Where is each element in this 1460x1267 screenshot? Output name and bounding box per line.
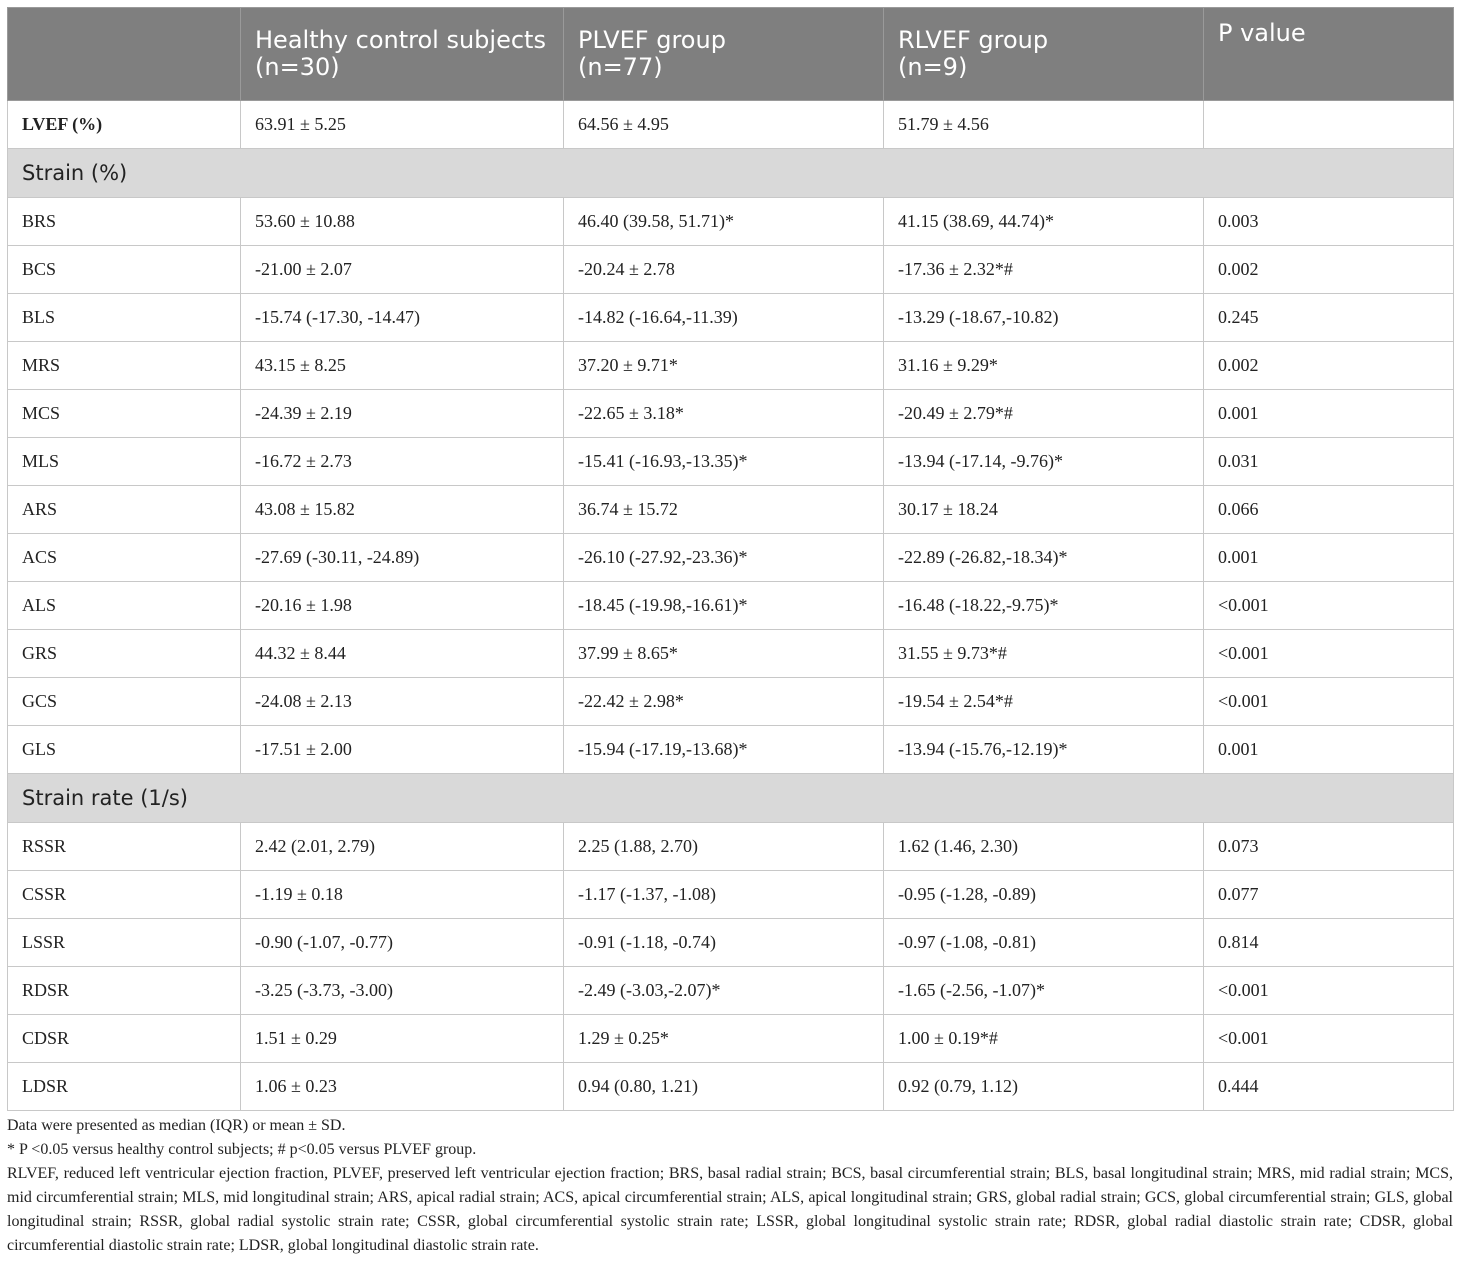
cell-label: GRS — [8, 630, 241, 678]
header-plvef-line2: (n=77) — [578, 53, 663, 81]
strain-table — [7, 7, 1454, 1111]
cell-label: GCS — [8, 678, 241, 726]
cell-rlvef: -19.54 ± 2.54*# — [884, 678, 1204, 726]
cell-pvalue: 0.066 — [1204, 486, 1454, 534]
cell-healthy: -24.39 ± 2.19 — [241, 390, 564, 438]
cell-healthy: 43.15 ± 8.25 — [241, 342, 564, 390]
cell-lvef-pvalue — [1204, 101, 1454, 149]
section-row-strain — [8, 149, 1454, 198]
table-row — [8, 1063, 1454, 1111]
header-cell-rlvef — [884, 8, 1204, 101]
header-cell-pvalue — [1204, 8, 1454, 101]
cell-plvef: -20.24 ± 2.78 — [564, 246, 884, 294]
table-row — [8, 967, 1454, 1015]
header-healthy-line2: (n=30) — [255, 53, 340, 81]
footnote-significance: * P <0.05 versus healthy control subjects; # p<0.05 versus PLVEF group. — [7, 1141, 477, 1158]
cell-rlvef: 31.55 ± 9.73*# — [884, 630, 1204, 678]
table-row — [8, 342, 1454, 390]
cell-pvalue: 0.002 — [1204, 342, 1454, 390]
table-row — [8, 198, 1454, 246]
cell-rlvef: 30.17 ± 18.24 — [884, 486, 1204, 534]
cell-healthy: -27.69 (-30.11, -24.89) — [241, 534, 564, 582]
cell-healthy: 44.32 ± 8.44 — [241, 630, 564, 678]
cell-rlvef: -16.48 (-18.22,-9.75)* — [884, 582, 1204, 630]
table-row — [8, 390, 1454, 438]
cell-pvalue: 0.001 — [1204, 390, 1454, 438]
cell-label: BLS — [8, 294, 241, 342]
cell-rlvef: -13.94 (-17.14, -9.76)* — [884, 438, 1204, 486]
header-row — [8, 8, 1454, 101]
cell-pvalue: 0.001 — [1204, 534, 1454, 582]
section-label-strain: Strain (%) — [8, 149, 1454, 198]
cell-rlvef: 31.16 ± 9.29* — [884, 342, 1204, 390]
cell-healthy: 1.06 ± 0.23 — [241, 1063, 564, 1111]
cell-healthy: -17.51 ± 2.00 — [241, 726, 564, 774]
cell-pvalue: 0.003 — [1204, 198, 1454, 246]
cell-pvalue: 0.077 — [1204, 871, 1454, 919]
cell-healthy: -3.25 (-3.73, -3.00) — [241, 967, 564, 1015]
table-row — [8, 871, 1454, 919]
cell-healthy: 53.60 ± 10.88 — [241, 198, 564, 246]
cell-lvef-rlvef: 51.79 ± 4.56 — [884, 101, 1204, 149]
cell-label: MLS — [8, 438, 241, 486]
cell-rlvef: 0.92 (0.79, 1.12) — [884, 1063, 1204, 1111]
cell-plvef: -22.65 ± 3.18* — [564, 390, 884, 438]
table-row — [8, 438, 1454, 486]
cell-rlvef: -0.97 (-1.08, -0.81) — [884, 919, 1204, 967]
cell-rlvef: -0.95 (-1.28, -0.89) — [884, 871, 1204, 919]
table-footnotes — [7, 1114, 1453, 1258]
header-pvalue: P value — [1218, 19, 1306, 47]
header-cell-plvef — [564, 8, 884, 101]
footnote-abbreviations: RLVEF, reduced left ventricular ejection fraction, PLVEF, preserved left ventricular ejection fraction; BRS, basal radial strain; BCS, basal circumferential strain; BLS, basal longitudinal strain; MRS, mid radial strain; MCS, mid circumferential strain; MLS, mid longitudinal strain; ARS, apical radial strain; ACS, apical circumferential strain; ALS, apical longitudinal strain; GRS, global radial strain; GCS, global circumferential strain; GLS, global longitudinal strain; RSSR, global radial systolic strain rate; CSSR, global circumferential systolic strain rate; LSSR, global longitudinal systolic strain rate; RDSR, global radial diastolic strain rate; CDSR, global circumferential diastolic strain rate; LDSR, global longitudinal diastolic strain rate. — [7, 1165, 1453, 1254]
cell-plvef: 37.99 ± 8.65* — [564, 630, 884, 678]
cell-pvalue: 0.031 — [1204, 438, 1454, 486]
cell-rlvef: -13.29 (-18.67,-10.82) — [884, 294, 1204, 342]
table-row-lvef — [8, 101, 1454, 149]
cell-label: ACS — [8, 534, 241, 582]
table-row — [8, 486, 1454, 534]
cell-plvef: -1.17 (-1.37, -1.08) — [564, 871, 884, 919]
cell-healthy: -21.00 ± 2.07 — [241, 246, 564, 294]
cell-plvef: 2.25 (1.88, 2.70) — [564, 823, 884, 871]
cell-plvef: 1.29 ± 0.25* — [564, 1015, 884, 1063]
cell-lvef-label: LVEF (%) — [8, 101, 241, 149]
cell-pvalue: <0.001 — [1204, 582, 1454, 630]
header-plvef-line1: PLVEF group — [578, 26, 726, 54]
cell-plvef: -0.91 (-1.18, -0.74) — [564, 919, 884, 967]
cell-pvalue: 0.444 — [1204, 1063, 1454, 1111]
table-row — [8, 294, 1454, 342]
cell-pvalue: 0.073 — [1204, 823, 1454, 871]
cell-rlvef: 1.62 (1.46, 2.30) — [884, 823, 1204, 871]
cell-rlvef: 41.15 (38.69, 44.74)* — [884, 198, 1204, 246]
table-row — [8, 1015, 1454, 1063]
cell-label: BCS — [8, 246, 241, 294]
cell-label: GLS — [8, 726, 241, 774]
cell-pvalue: <0.001 — [1204, 630, 1454, 678]
cell-pvalue: <0.001 — [1204, 678, 1454, 726]
table-row — [8, 823, 1454, 871]
footnote-data-presentation: Data were presented as median (IQR) or mean ± SD. — [7, 1117, 346, 1134]
cell-label: CDSR — [8, 1015, 241, 1063]
table-row — [8, 582, 1454, 630]
cell-plvef: -14.82 (-16.64,-11.39) — [564, 294, 884, 342]
cell-label: LSSR — [8, 919, 241, 967]
section-row-strain-rate — [8, 774, 1454, 823]
cell-label: MCS — [8, 390, 241, 438]
table-row — [8, 630, 1454, 678]
cell-lvef-plvef: 64.56 ± 4.95 — [564, 101, 884, 149]
section-label-strain-rate: Strain rate (1/s) — [8, 774, 1454, 823]
cell-plvef: 36.74 ± 15.72 — [564, 486, 884, 534]
cell-healthy: 2.42 (2.01, 2.79) — [241, 823, 564, 871]
header-healthy-line1: Healthy control subjects — [255, 26, 546, 54]
header-rlvef-line2: (n=9) — [898, 53, 968, 81]
header-cell-parameter — [8, 8, 241, 101]
cell-label: CSSR — [8, 871, 241, 919]
cell-plvef: -2.49 (-3.03,-2.07)* — [564, 967, 884, 1015]
cell-pvalue: 0.001 — [1204, 726, 1454, 774]
header-rlvef-line1: RLVEF group — [898, 26, 1049, 54]
cell-pvalue: 0.002 — [1204, 246, 1454, 294]
header-cell-healthy — [241, 8, 564, 101]
cell-healthy: -16.72 ± 2.73 — [241, 438, 564, 486]
table-row — [8, 919, 1454, 967]
cell-label: RSSR — [8, 823, 241, 871]
cell-label: BRS — [8, 198, 241, 246]
cell-healthy: -0.90 (-1.07, -0.77) — [241, 919, 564, 967]
cell-healthy: -1.19 ± 0.18 — [241, 871, 564, 919]
cell-rlvef: -1.65 (-2.56, -1.07)* — [884, 967, 1204, 1015]
cell-plvef: -22.42 ± 2.98* — [564, 678, 884, 726]
cell-pvalue: <0.001 — [1204, 1015, 1454, 1063]
strain-table-container — [7, 7, 1453, 1111]
table-body — [8, 101, 1454, 1111]
cell-rlvef: 1.00 ± 0.19*# — [884, 1015, 1204, 1063]
cell-plvef: 37.20 ± 9.71* — [564, 342, 884, 390]
cell-label: LDSR — [8, 1063, 241, 1111]
cell-plvef: -18.45 (-19.98,-16.61)* — [564, 582, 884, 630]
cell-pvalue: <0.001 — [1204, 967, 1454, 1015]
cell-lvef-healthy: 63.91 ± 5.25 — [241, 101, 564, 149]
cell-pvalue: 0.814 — [1204, 919, 1454, 967]
cell-pvalue: 0.245 — [1204, 294, 1454, 342]
cell-plvef: -15.41 (-16.93,-13.35)* — [564, 438, 884, 486]
cell-plvef: -26.10 (-27.92,-23.36)* — [564, 534, 884, 582]
cell-healthy: -20.16 ± 1.98 — [241, 582, 564, 630]
cell-label: MRS — [8, 342, 241, 390]
cell-healthy: -24.08 ± 2.13 — [241, 678, 564, 726]
cell-rlvef: -20.49 ± 2.79*# — [884, 390, 1204, 438]
table-row — [8, 678, 1454, 726]
cell-plvef: 0.94 (0.80, 1.21) — [564, 1063, 884, 1111]
table-row — [8, 726, 1454, 774]
table-row — [8, 246, 1454, 294]
cell-rlvef: -22.89 (-26.82,-18.34)* — [884, 534, 1204, 582]
cell-rlvef: -17.36 ± 2.32*# — [884, 246, 1204, 294]
cell-healthy: 1.51 ± 0.29 — [241, 1015, 564, 1063]
cell-label: ALS — [8, 582, 241, 630]
cell-label: RDSR — [8, 967, 241, 1015]
cell-healthy: 43.08 ± 15.82 — [241, 486, 564, 534]
cell-plvef: -15.94 (-17.19,-13.68)* — [564, 726, 884, 774]
cell-plvef: 46.40 (39.58, 51.71)* — [564, 198, 884, 246]
cell-label: ARS — [8, 486, 241, 534]
cell-healthy: -15.74 (-17.30, -14.47) — [241, 294, 564, 342]
cell-rlvef: -13.94 (-15.76,-12.19)* — [884, 726, 1204, 774]
table-row — [8, 534, 1454, 582]
